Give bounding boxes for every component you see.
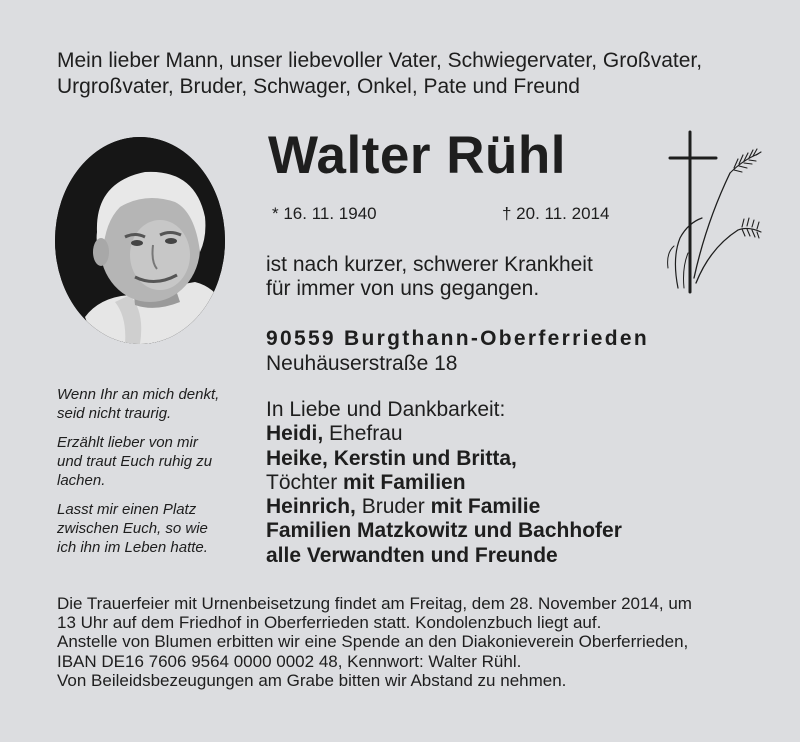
poem-line: und traut Euch ruhig zu bbox=[57, 453, 213, 470]
details-line: Die Trauerfeier mit Urnenbeisetzung findet am Freitag, dem 28. November 2014, um bbox=[57, 594, 692, 613]
mourner-line bbox=[266, 495, 622, 519]
poem-block bbox=[57, 385, 219, 567]
birth-date: * 16. 11. 1940 bbox=[272, 204, 377, 223]
mourner-relation: Ehefrau bbox=[323, 422, 403, 446]
mourner-relation: Bruder bbox=[355, 495, 431, 519]
funeral-details bbox=[57, 594, 692, 690]
mourner-name: Heinrich, bbox=[266, 495, 356, 519]
mourner-family: mit Familie bbox=[430, 495, 541, 519]
mourners-opening: In Liebe und Dankbarkeit: bbox=[266, 398, 506, 421]
cross-wheat-icon bbox=[658, 128, 762, 296]
message-line: ist nach kurzer, schwerer Krankheit bbox=[266, 253, 593, 276]
poem-stanza bbox=[57, 500, 219, 557]
poem-stanza bbox=[57, 385, 219, 423]
deceased-name: Walter Rühl bbox=[268, 126, 566, 185]
passing-message bbox=[266, 253, 593, 301]
mourner-line bbox=[266, 471, 622, 495]
mourner-relation: Töchter bbox=[266, 470, 344, 494]
details-line: IBAN DE16 7606 9564 0000 0002 48, Kennwort: Walter Rühl. bbox=[57, 651, 522, 671]
address-block bbox=[266, 326, 649, 376]
details-line: Anstelle von Blumen erbitten wir eine Spende an den Diakonieverein Oberferrieden, bbox=[57, 632, 689, 652]
poem-line: ich ihn im Leben hatte. bbox=[57, 539, 208, 556]
poem-line: Erzählt lieber von mir bbox=[57, 434, 198, 451]
mourner-line: alle Verwandten und Freunde bbox=[266, 543, 558, 567]
mourners-block bbox=[266, 398, 622, 568]
poem-line: Lasst mir einen Platz bbox=[57, 501, 197, 518]
poem-line: Wenn Ihr an mich denkt, bbox=[57, 386, 220, 403]
death-date: † 20. 11. 2014 bbox=[502, 204, 610, 223]
details-line: Von Beileidsbezeugungen am Grabe bitten wir Abstand zu nehmen. bbox=[57, 670, 567, 690]
mourner-line bbox=[266, 422, 622, 446]
mourner-line: Heike, Kerstin und Britta, bbox=[266, 446, 517, 470]
mourner-line: Familien Matzkowitz und Bachhofer bbox=[266, 519, 622, 543]
address-city: 90559 Burgthann-Oberferrieden bbox=[266, 327, 649, 350]
intro-line: Urgroßvater, Bruder, Schwager, Onkel, Pate und Freund bbox=[57, 75, 580, 98]
poem-stanza bbox=[57, 433, 219, 490]
portrait-photo bbox=[55, 137, 225, 344]
poem-line: seid nicht traurig. bbox=[57, 405, 172, 422]
poem-line: lachen. bbox=[57, 472, 106, 489]
address-street: Neuhäuserstraße 18 bbox=[266, 352, 458, 375]
message-line: für immer von uns gegangen. bbox=[266, 277, 540, 300]
poem-line: zwischen Euch, so wie bbox=[57, 520, 208, 537]
intro-text bbox=[57, 48, 757, 100]
intro-line: Mein lieber Mann, unser liebevoller Vater, Schwiegervater, Großvater, bbox=[57, 49, 703, 72]
mourner-name: Heidi, bbox=[266, 422, 324, 446]
mourner-family: mit Familien bbox=[343, 470, 466, 494]
details-line: 13 Uhr auf dem Friedhof in Oberferrieden statt. Kondolenzbuch liegt auf. bbox=[57, 613, 602, 633]
